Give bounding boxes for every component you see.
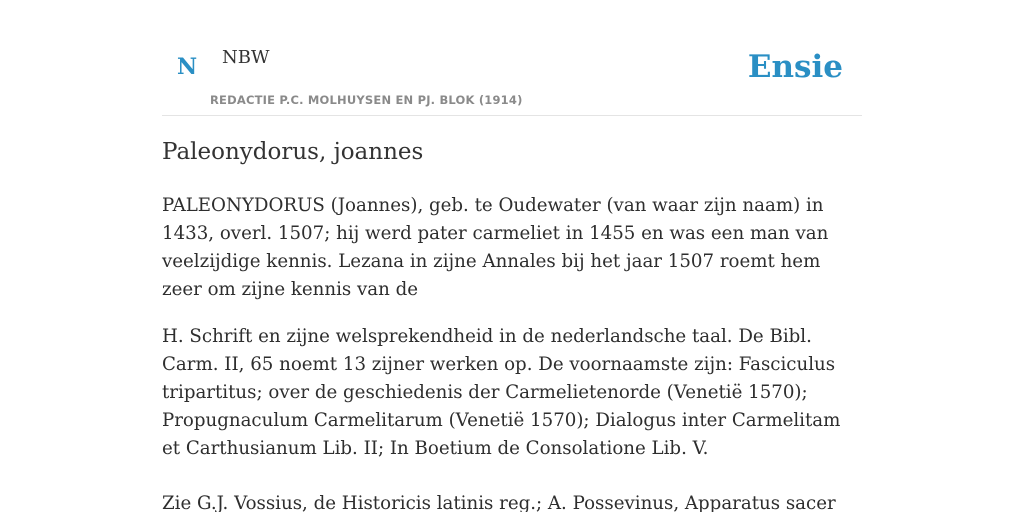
ensie-brand-logo[interactable]: Ensie — [747, 49, 843, 85]
source-name-link[interactable]: NBW — [222, 47, 270, 68]
header — [162, 0, 862, 116]
article-title: Paleonydorus, joannes — [162, 139, 424, 165]
article-paragraph: H. Schrift en zijne welsprekendheid in de nederlandsche taal. De Bibl. Carm. II, 65 noemt 13 zijner werken op. De voornaamste zijn: Fasciculus tripartitus; over de geschiedenis der Carmelietenorde (Venetië 1570); Propugnaculum Carmelitarum (Venetië 1570); Dialogus inter Carmelitam et Carthusianum Lib. II; In Boetium de Consolatione Lib. V. — [162, 326, 841, 459]
source-logo[interactable]: N — [177, 54, 198, 80]
source-subtitle: REDACTIE P.C. MOLHUYSEN EN PJ. BLOK (1914) — [210, 93, 523, 107]
article-paragraph: Zie G.J. Vossius, de Historicis latinis reg.; A. Possevinus, Apparatus sacer — [162, 493, 836, 512]
page-container — [162, 0, 862, 512]
article-paragraph: PALEONYDORUS (Joannes), geb. te Oudewater (van waar zijn naam) in 1433, overl. 1507; hij werd pater carmeliet in 1455 en was een man van veelzijdige kennis. Lezana in zijne Annales bij het jaar 1507 roemt hem zeer om zijne kennis van de — [162, 195, 829, 300]
